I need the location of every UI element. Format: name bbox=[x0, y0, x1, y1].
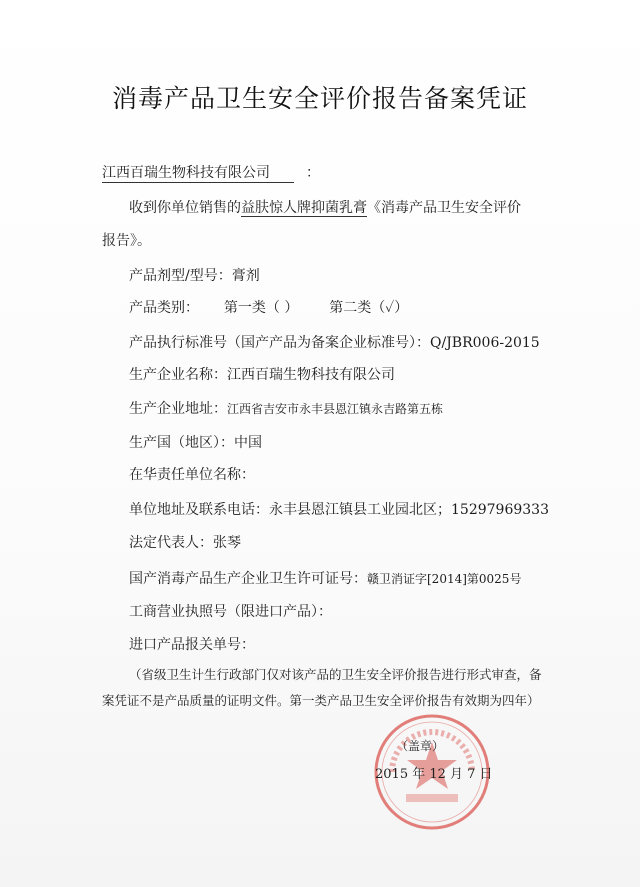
note-line-2: 案凭证不是产品质量的证明文件。第一类产品卫生安全评价报告有效期为四年） bbox=[102, 693, 540, 708]
company-colon: ： bbox=[306, 165, 320, 181]
address-label: 生产企业地址： bbox=[129, 401, 227, 417]
seal-date: 2015 年 12 月 7 日 bbox=[375, 767, 493, 782]
intro-line-1 bbox=[129, 197, 521, 217]
field-standard: 产品执行标准号（国产产品为备案企业标准号）：Q/JBR006-2015 bbox=[129, 335, 540, 351]
field-unit-contact: 单位地址及联系电话：永丰县恩江镇县工业园北区；15297969333 bbox=[129, 502, 549, 518]
license-value: 赣卫消证字[2014]第0025号 bbox=[367, 572, 522, 586]
company-name: 江西百瑞生物科技有限公司 bbox=[102, 162, 294, 183]
field-responsible-unit: 在华责任单位名称： bbox=[129, 467, 255, 483]
category-2: 第二类（✓） bbox=[329, 300, 409, 316]
intro-suffix: 《消毒产品卫生安全评价 bbox=[367, 200, 521, 216]
document-title: 消毒产品卫生安全评价报告备案凭证 bbox=[111, 84, 528, 113]
intro-prefix: 收到你单位销售的 bbox=[129, 200, 241, 216]
license-label: 国产消毒产品生产企业卫生许可证号： bbox=[129, 571, 367, 587]
field-category bbox=[129, 297, 408, 317]
category-1: 第一类（ ） bbox=[223, 300, 299, 316]
field-form: 产品剂型/型号：膏剂 bbox=[129, 268, 260, 284]
note-line-1: （省级卫生计生行政部门仅对该产品的卫生安全评价报告进行形式审查，备 bbox=[129, 667, 542, 682]
field-business-license: 工商营业执照号（限进口产品）： bbox=[129, 604, 332, 620]
seal-label: （盖章） bbox=[396, 739, 445, 753]
category-label: 产品类别： bbox=[129, 300, 199, 316]
field-legal-rep: 法定代表人：张琴 bbox=[129, 535, 241, 551]
field-customs: 进口产品报关单号： bbox=[129, 637, 255, 653]
field-address bbox=[129, 398, 443, 418]
field-license bbox=[129, 568, 521, 588]
intro-product: 益肤惊人牌抑菌乳膏 bbox=[241, 200, 367, 216]
intro-line-2: 报告》。 bbox=[102, 233, 151, 249]
field-country: 生产国（地区）：中国 bbox=[129, 435, 262, 451]
field-manufacturer: 生产企业名称：江西百瑞生物科技有限公司 bbox=[129, 367, 395, 383]
address-value: 江西省吉安市永丰县恩江镇永吉路第五栋 bbox=[227, 402, 444, 416]
